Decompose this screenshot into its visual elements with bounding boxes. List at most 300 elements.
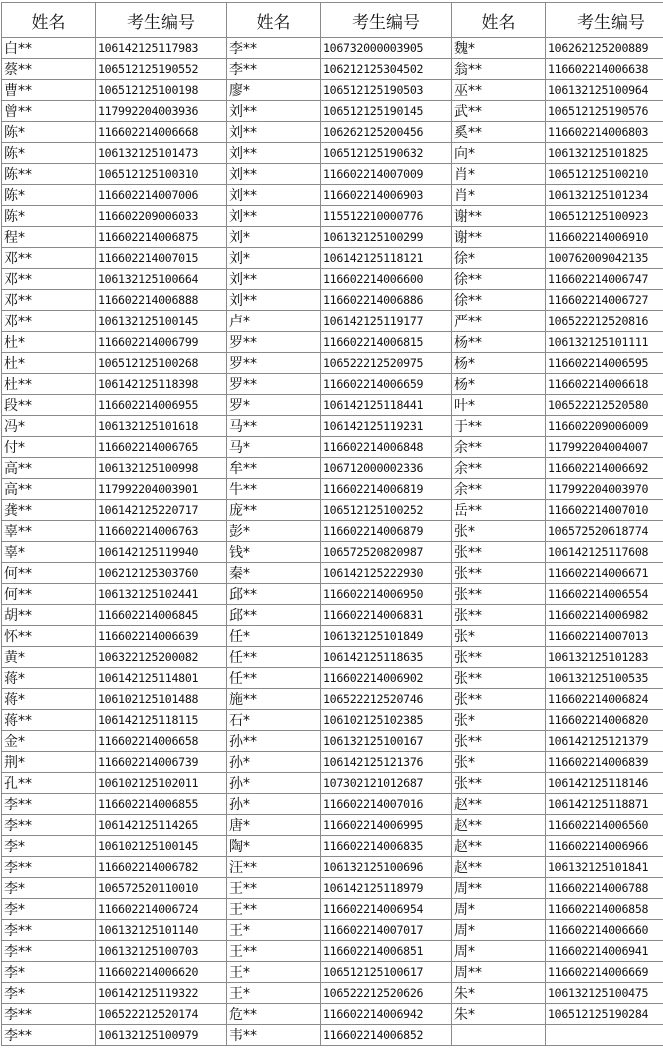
candidate-id-cell: 106512125100198 — [96, 80, 227, 101]
candidate-id-cell: 106522212520816 — [546, 311, 663, 332]
table-row — [2, 269, 663, 290]
candidate-id-cell: 106102125100145 — [96, 836, 227, 857]
candidate-id-cell: 106142125118121 — [321, 248, 452, 269]
table-row — [2, 122, 663, 143]
name-cell: 巫** — [452, 80, 546, 101]
candidate-id-cell: 116602214007015 — [96, 248, 227, 269]
name-cell: 邓** — [2, 290, 96, 311]
table-row — [2, 584, 663, 605]
name-cell: 白** — [2, 38, 96, 59]
name-cell: 向* — [452, 143, 546, 164]
table-row — [2, 374, 663, 395]
candidate-id-cell: 106142125121376 — [321, 752, 452, 773]
candidate-id-cell: 106142125220717 — [96, 500, 227, 521]
candidate-id-cell: 116602214006639 — [96, 626, 227, 647]
candidate-id-cell: 116602214006727 — [546, 290, 663, 311]
table-row — [2, 710, 663, 731]
name-cell: 黄* — [2, 647, 96, 668]
candidate-id-cell: 116602214007013 — [546, 626, 663, 647]
name-cell: 蒋* — [2, 689, 96, 710]
candidate-id-cell: 106102125101488 — [96, 689, 227, 710]
name-cell: 张** — [452, 542, 546, 563]
name-cell: 付* — [2, 437, 96, 458]
candidate-id-cell: 106142125118398 — [96, 374, 227, 395]
candidate-id-cell: 106512125100617 — [321, 962, 452, 983]
candidate-id-cell: 106132125100979 — [96, 1025, 227, 1046]
candidate-id-cell: 106572520110010 — [96, 878, 227, 899]
candidate-id-cell: 116602214006803 — [546, 122, 663, 143]
candidate-id-cell: 116602214007017 — [321, 920, 452, 941]
candidate-id-cell: 116602214006595 — [546, 353, 663, 374]
name-cell: 任** — [227, 668, 321, 689]
name-cell: 李* — [2, 878, 96, 899]
candidate-id-cell: 106522212520580 — [546, 395, 663, 416]
name-cell: 杨* — [452, 353, 546, 374]
candidate-id-cell: 106142125119231 — [321, 416, 452, 437]
name-cell: 张** — [452, 668, 546, 689]
candidate-id-cell: 116602214006724 — [96, 899, 227, 920]
candidate-id-cell: 106142125119322 — [96, 983, 227, 1004]
candidate-id-cell — [546, 1025, 663, 1046]
candidate-id-cell: 106142125117983 — [96, 38, 227, 59]
candidate-id-cell: 116602214006799 — [96, 332, 227, 353]
candidate-id-cell: 106132125100696 — [321, 857, 452, 878]
name-cell: 辜** — [2, 521, 96, 542]
name-cell: 金* — [2, 731, 96, 752]
candidate-id-cell: 106512125100210 — [546, 164, 663, 185]
candidate-id-cell: 116602214007016 — [321, 794, 452, 815]
candidate-id-cell: 116602214006658 — [96, 731, 227, 752]
table-row — [2, 752, 663, 773]
candidate-id-cell: 116602214006886 — [321, 290, 452, 311]
candidate-id-cell: 106142125118441 — [321, 395, 452, 416]
candidate-id-cell: 116602214006560 — [546, 815, 663, 836]
candidate-id-cell: 106712000002336 — [321, 458, 452, 479]
name-cell: 张** — [452, 689, 546, 710]
name-cell: 朱* — [452, 1004, 546, 1025]
name-cell: 周* — [452, 899, 546, 920]
name-cell: 施** — [227, 689, 321, 710]
name-cell: 秦* — [227, 563, 321, 584]
candidate-id-cell: 106132125100475 — [546, 983, 663, 1004]
name-cell: 李** — [2, 1004, 96, 1025]
name-cell: 岳** — [452, 500, 546, 521]
name-cell: 蔡** — [2, 59, 96, 80]
candidate-id-cell: 117992204003901 — [96, 479, 227, 500]
candidate-id-cell: 106512125100923 — [546, 206, 663, 227]
table-row — [2, 1025, 663, 1046]
name-header: 姓名 — [2, 3, 96, 38]
name-cell: 严** — [452, 311, 546, 332]
candidate-id-cell: 106102125102385 — [321, 710, 452, 731]
table-row — [2, 38, 663, 59]
name-cell: 周* — [452, 941, 546, 962]
name-cell: 刘** — [227, 206, 321, 227]
name-cell: 蒋** — [2, 710, 96, 731]
name-cell: 韦** — [227, 1025, 321, 1046]
candidate-id-cell: 106262125200889 — [546, 38, 663, 59]
name-cell: 胡** — [2, 605, 96, 626]
candidate-id-cell: 106142125118979 — [321, 878, 452, 899]
candidate-id-cell: 106142125118635 — [321, 647, 452, 668]
candidate-id-cell: 116602214006815 — [321, 332, 452, 353]
name-cell: 魏* — [452, 38, 546, 59]
name-cell: 邱** — [227, 605, 321, 626]
candidate-id-cell: 116602214006852 — [321, 1025, 452, 1046]
table-row — [2, 521, 663, 542]
candidate-id-cell: 106142125117608 — [546, 542, 663, 563]
table-row — [2, 332, 663, 353]
name-cell: 冯* — [2, 416, 96, 437]
candidate-id-cell: 116602214006910 — [546, 227, 663, 248]
name-cell: 马** — [227, 416, 321, 437]
name-cell: 何** — [2, 563, 96, 584]
name-cell: 罗** — [227, 374, 321, 395]
name-cell: 张* — [452, 626, 546, 647]
table-row — [2, 479, 663, 500]
candidate-id-cell: 116602214006888 — [96, 290, 227, 311]
candidate-id-cell: 116602214006839 — [546, 752, 663, 773]
candidate-id-cell: 116602214006671 — [546, 563, 663, 584]
name-cell: 陈* — [2, 185, 96, 206]
name-cell: 邱** — [227, 584, 321, 605]
candidate-id-cell: 106132125101849 — [321, 626, 452, 647]
name-cell: 孙* — [227, 773, 321, 794]
candidate-id-cell: 116602214006763 — [96, 521, 227, 542]
table-row — [2, 773, 663, 794]
candidate-id-cell: 106132125101473 — [96, 143, 227, 164]
candidate-id-cell: 116602214006955 — [96, 395, 227, 416]
name-cell: 马* — [227, 437, 321, 458]
candidate-id-cell: 116602214006618 — [546, 374, 663, 395]
name-cell: 任* — [227, 626, 321, 647]
candidate-id-cell: 106322125200082 — [96, 647, 227, 668]
candidate-id-cell: 116602214006600 — [321, 269, 452, 290]
candidate-id-cell: 116602214007009 — [321, 164, 452, 185]
candidate-id-cell: 116602214006638 — [546, 59, 663, 80]
name-cell: 孔** — [2, 773, 96, 794]
name-cell — [452, 1025, 546, 1046]
name-cell: 周** — [452, 962, 546, 983]
name-cell: 周** — [452, 878, 546, 899]
name-cell: 张** — [452, 731, 546, 752]
name-cell: 陈* — [2, 122, 96, 143]
name-cell: 赵** — [452, 857, 546, 878]
candidate-id-cell: 116602214006875 — [96, 227, 227, 248]
name-cell: 刘* — [227, 227, 321, 248]
name-cell: 段** — [2, 395, 96, 416]
table-row — [2, 794, 663, 815]
candidate-id-cell: 116602214006819 — [321, 479, 452, 500]
candidate-id-cell: 106522212520975 — [321, 353, 452, 374]
table-row — [2, 248, 663, 269]
name-cell: 罗* — [227, 395, 321, 416]
table-row — [2, 668, 663, 689]
candidate-id-cell: 106522212520746 — [321, 689, 452, 710]
candidate-id-cell: 116602209006033 — [96, 206, 227, 227]
table-row — [2, 206, 663, 227]
name-cell: 肖* — [452, 185, 546, 206]
candidate-id-cell: 107302121012687 — [321, 773, 452, 794]
name-cell: 何** — [2, 584, 96, 605]
candidate-id-cell: 116602214006851 — [321, 941, 452, 962]
candidate-id-cell: 106142125114265 — [96, 815, 227, 836]
name-cell: 彭* — [227, 521, 321, 542]
name-cell: 张** — [452, 563, 546, 584]
candidate-table — [1, 2, 663, 1046]
name-cell: 李* — [2, 962, 96, 983]
name-cell: 程* — [2, 227, 96, 248]
name-cell: 杨* — [452, 374, 546, 395]
name-cell: 周* — [452, 920, 546, 941]
name-cell: 李** — [2, 941, 96, 962]
name-cell: 李** — [227, 59, 321, 80]
table-row — [2, 1004, 663, 1025]
name-cell: 高** — [2, 458, 96, 479]
candidate-id-cell: 106512125190503 — [321, 80, 452, 101]
candidate-id-cell: 106142125119940 — [96, 542, 227, 563]
name-cell: 刘* — [227, 248, 321, 269]
name-cell: 刘** — [227, 164, 321, 185]
table-row — [2, 962, 663, 983]
name-cell: 陶* — [227, 836, 321, 857]
table-row — [2, 605, 663, 626]
candidate-id-cell: 116602214006879 — [321, 521, 452, 542]
name-cell: 陈** — [2, 164, 96, 185]
table-row — [2, 101, 663, 122]
name-cell: 刘** — [227, 185, 321, 206]
candidate-id-cell: 116602214006765 — [96, 437, 227, 458]
name-cell: 张* — [452, 752, 546, 773]
name-cell: 武** — [452, 101, 546, 122]
name-cell: 朱* — [452, 983, 546, 1004]
table-row — [2, 647, 663, 668]
name-cell: 徐** — [452, 290, 546, 311]
name-cell: 钱* — [227, 542, 321, 563]
name-cell: 刘** — [227, 143, 321, 164]
name-cell: 曹** — [2, 80, 96, 101]
name-cell: 王** — [227, 899, 321, 920]
candidate-id-cell: 106512125190145 — [321, 101, 452, 122]
candidate-id-cell: 106132125101825 — [546, 143, 663, 164]
name-cell: 谢** — [452, 206, 546, 227]
table-row — [2, 878, 663, 899]
name-cell: 危** — [227, 1004, 321, 1025]
candidate-id-cell: 106132125101234 — [546, 185, 663, 206]
table-row — [2, 836, 663, 857]
table-row — [2, 395, 663, 416]
name-cell: 杨** — [452, 332, 546, 353]
name-cell: 李** — [2, 815, 96, 836]
candidate-id-cell: 106142125119177 — [321, 311, 452, 332]
candidate-id-cell: 116602214006820 — [546, 710, 663, 731]
name-cell: 张** — [452, 773, 546, 794]
candidate-id-cell: 116602214006692 — [546, 458, 663, 479]
name-cell: 邓** — [2, 269, 96, 290]
name-cell: 李** — [227, 38, 321, 59]
table-row — [2, 731, 663, 752]
name-header: 姓名 — [227, 3, 321, 38]
name-cell: 刘** — [227, 269, 321, 290]
name-cell: 廖* — [227, 80, 321, 101]
table-row — [2, 311, 663, 332]
candidate-id-cell: 116602214006858 — [546, 899, 663, 920]
name-cell: 杜* — [2, 353, 96, 374]
candidate-id-cell: 106732000003905 — [321, 38, 452, 59]
name-cell: 杜** — [2, 374, 96, 395]
name-cell: 赵** — [452, 794, 546, 815]
candidate-id-cell: 116602214006903 — [321, 185, 452, 206]
candidate-id-cell: 106132125101618 — [96, 416, 227, 437]
table-row — [2, 458, 663, 479]
name-cell: 李** — [2, 1025, 96, 1046]
name-cell: 李* — [2, 836, 96, 857]
candidate-id-cell: 106132125101140 — [96, 920, 227, 941]
name-cell: 余** — [452, 437, 546, 458]
name-cell: 牛** — [227, 479, 321, 500]
name-cell: 徐** — [452, 269, 546, 290]
candidate-id-cell: 116602214006982 — [546, 605, 663, 626]
candidate-id-cell: 116602214006620 — [96, 962, 227, 983]
candidate-id-cell: 106142125222930 — [321, 563, 452, 584]
table-row — [2, 416, 663, 437]
candidate-id-cell: 106572520820987 — [321, 542, 452, 563]
name-cell: 蒋* — [2, 668, 96, 689]
name-cell: 肖* — [452, 164, 546, 185]
table-row — [2, 59, 663, 80]
candidate-id-cell: 116602214006669 — [546, 962, 663, 983]
candidate-id-cell: 106132125101283 — [546, 647, 663, 668]
table-row — [2, 164, 663, 185]
name-cell: 王** — [227, 878, 321, 899]
name-cell: 余** — [452, 458, 546, 479]
candidate-id-cell: 116602214006554 — [546, 584, 663, 605]
candidate-id-cell: 100762009042135 — [546, 248, 663, 269]
candidate-id-cell: 116602214006668 — [96, 122, 227, 143]
candidate-id-cell: 106512125190284 — [546, 1004, 663, 1025]
name-cell: 荆* — [2, 752, 96, 773]
candidate-id-cell: 106512125190552 — [96, 59, 227, 80]
candidate-id-cell: 116602214006941 — [546, 941, 663, 962]
candidate-id-cell: 106512125190632 — [321, 143, 452, 164]
candidate-id-cell: 116602214007010 — [546, 500, 663, 521]
candidate-id-cell: 106132125101841 — [546, 857, 663, 878]
candidate-id-cell: 117992204003936 — [96, 101, 227, 122]
candidate-id-cell: 106572520618774 — [546, 521, 663, 542]
candidate-id-cell: 106512125100310 — [96, 164, 227, 185]
name-cell: 罗** — [227, 353, 321, 374]
candidate-id-cell: 106212125304502 — [321, 59, 452, 80]
name-cell: 李* — [2, 983, 96, 1004]
table-row — [2, 290, 663, 311]
candidate-id-cell: 106132125101111 — [546, 332, 663, 353]
candidate-id-cell: 116602209006009 — [546, 416, 663, 437]
candidate-id-cell: 106512125100268 — [96, 353, 227, 374]
candidate-id-cell: 116602214006824 — [546, 689, 663, 710]
name-cell: 于** — [452, 416, 546, 437]
candidate-id-cell: 106132125102441 — [96, 584, 227, 605]
name-cell: 王* — [227, 962, 321, 983]
candidate-id-cell: 116602214006831 — [321, 605, 452, 626]
candidate-id-cell: 116602214006739 — [96, 752, 227, 773]
name-cell: 唐* — [227, 815, 321, 836]
id-header: 考生编号 — [96, 3, 227, 38]
name-cell: 叶* — [452, 395, 546, 416]
candidate-id-cell: 116602214006660 — [546, 920, 663, 941]
candidate-id-cell: 106132125100998 — [96, 458, 227, 479]
candidate-id-cell: 116602214006950 — [321, 584, 452, 605]
candidate-id-cell: 116602214006995 — [321, 815, 452, 836]
candidate-id-cell: 106132125100664 — [96, 269, 227, 290]
name-cell: 陈* — [2, 143, 96, 164]
name-cell: 孙** — [227, 731, 321, 752]
candidate-id-cell: 116602214006782 — [96, 857, 227, 878]
name-cell: 张** — [452, 647, 546, 668]
table-row — [2, 983, 663, 1004]
name-cell: 高** — [2, 479, 96, 500]
name-cell: 邓** — [2, 311, 96, 332]
candidate-id-cell: 116602214006902 — [321, 668, 452, 689]
candidate-id-cell: 106132125100535 — [546, 668, 663, 689]
candidate-id-cell: 116602214006855 — [96, 794, 227, 815]
name-cell: 杜* — [2, 332, 96, 353]
name-cell: 赵** — [452, 836, 546, 857]
candidate-id-cell: 106132125100964 — [546, 80, 663, 101]
name-cell: 李* — [2, 899, 96, 920]
candidate-id-cell: 106142125114801 — [96, 668, 227, 689]
name-cell: 孙* — [227, 794, 321, 815]
name-cell: 张* — [452, 710, 546, 731]
table-row — [2, 500, 663, 521]
name-cell: 张* — [452, 521, 546, 542]
candidate-id-cell: 116602214006788 — [546, 878, 663, 899]
name-cell: 徐* — [452, 248, 546, 269]
candidate-id-cell: 116602214006848 — [321, 437, 452, 458]
candidate-id-cell: 116602214007006 — [96, 185, 227, 206]
table-row — [2, 80, 663, 101]
header-row — [2, 3, 663, 38]
candidate-id-cell: 116602214006845 — [96, 605, 227, 626]
table-row — [2, 143, 663, 164]
table-row — [2, 437, 663, 458]
candidate-id-cell: 116602214006659 — [321, 374, 452, 395]
table-row — [2, 857, 663, 878]
name-cell: 张** — [452, 584, 546, 605]
candidate-id-cell: 116602214006747 — [546, 269, 663, 290]
name-cell: 王* — [227, 920, 321, 941]
candidate-id-cell: 106512125190576 — [546, 101, 663, 122]
name-cell: 石* — [227, 710, 321, 731]
table-row — [2, 689, 663, 710]
candidate-id-cell: 106142125121379 — [546, 731, 663, 752]
candidate-id-cell: 106512125100252 — [321, 500, 452, 521]
name-cell: 陈* — [2, 206, 96, 227]
name-cell: 孙* — [227, 752, 321, 773]
name-cell: 李** — [2, 794, 96, 815]
name-header: 姓名 — [452, 3, 546, 38]
name-cell: 奚** — [452, 122, 546, 143]
name-cell: 翁** — [452, 59, 546, 80]
candidate-id-cell: 116602214006835 — [321, 836, 452, 857]
name-cell: 任** — [227, 647, 321, 668]
candidate-id-cell: 116602214006954 — [321, 899, 452, 920]
candidate-id-cell: 116602214006942 — [321, 1004, 452, 1025]
name-cell: 张** — [452, 605, 546, 626]
name-cell: 怀** — [2, 626, 96, 647]
candidate-id-cell: 106142125118115 — [96, 710, 227, 731]
name-cell: 刘** — [227, 101, 321, 122]
candidate-id-cell: 117992204004007 — [546, 437, 663, 458]
